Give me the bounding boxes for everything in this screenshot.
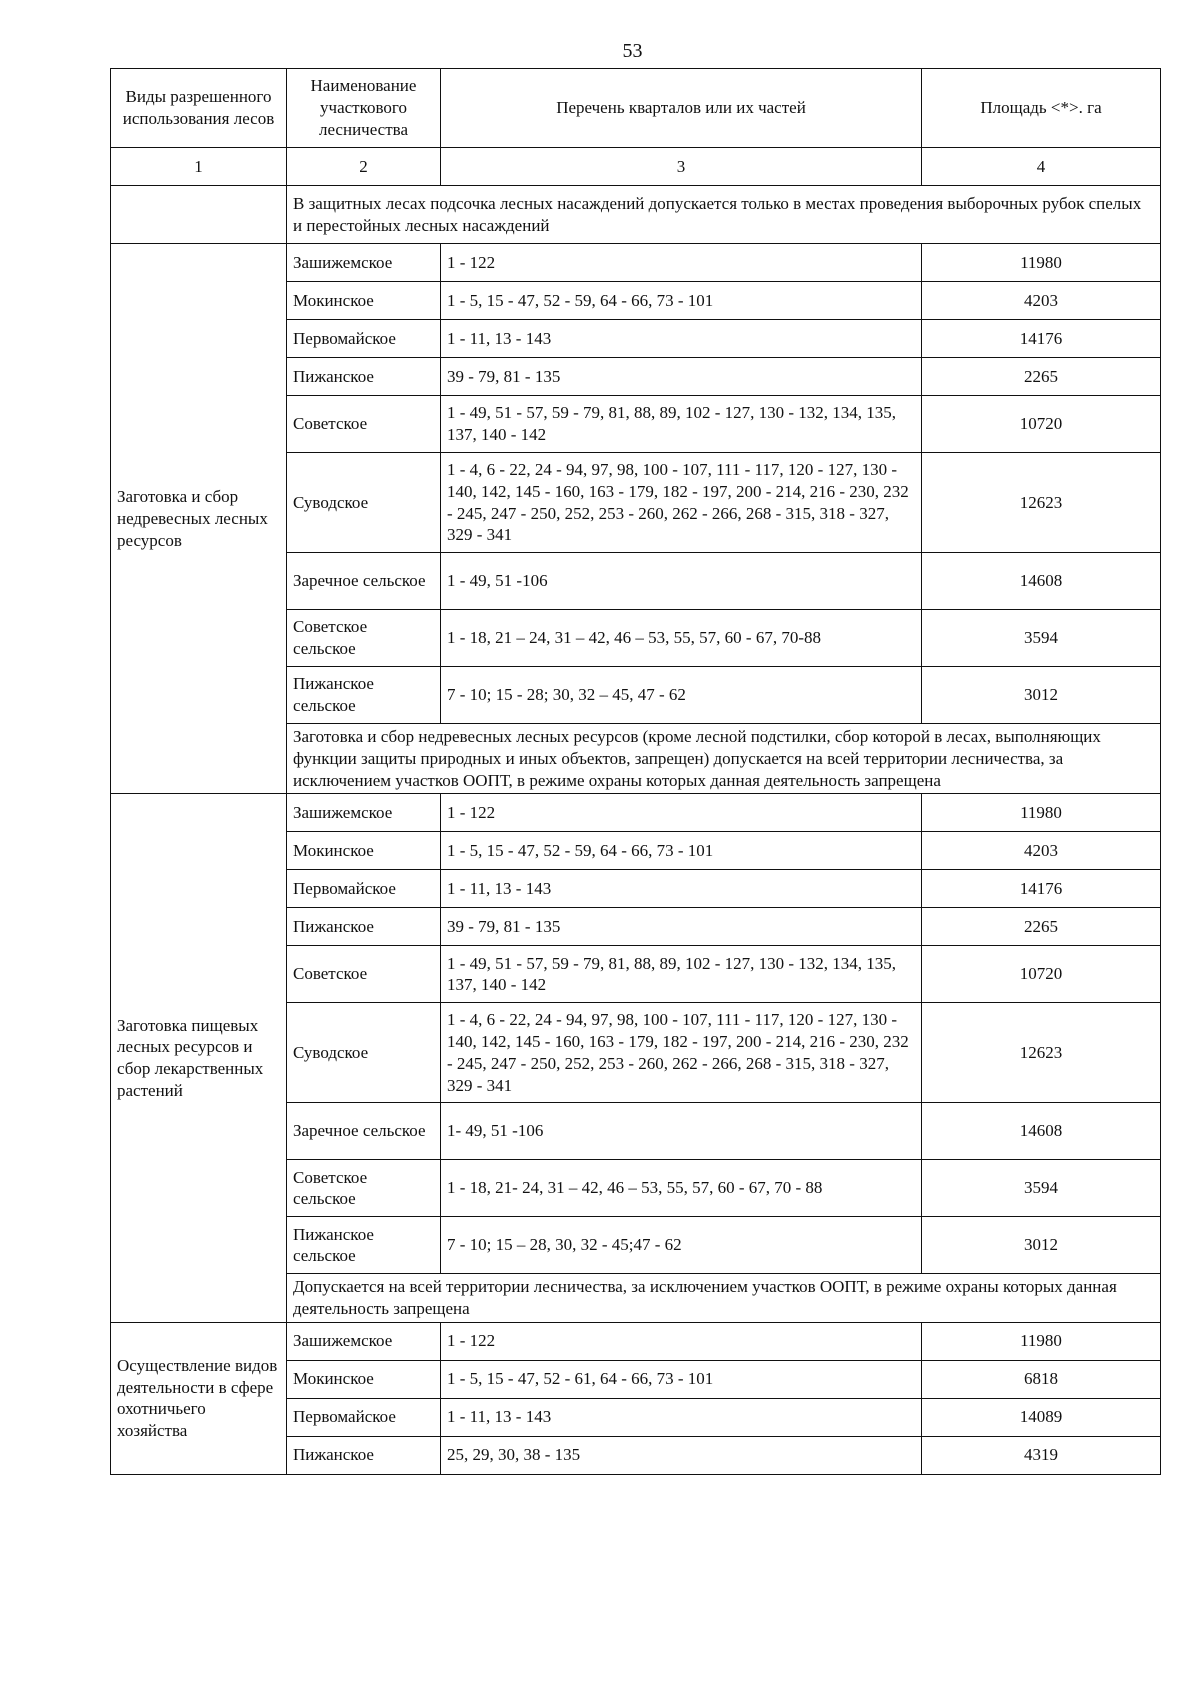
table-row (111, 1322, 1161, 1360)
quarters-cell: 1 - 122 (441, 244, 922, 282)
quarters-cell: 1- 49, 51 -106 (441, 1103, 922, 1160)
quarters-cell: 39 - 79, 81 - 135 (441, 908, 922, 946)
forestry-name-cell: Советское сельское (287, 610, 441, 667)
quarters-cell: 1 - 5, 15 - 47, 52 - 61, 64 - 66, 73 - 101 (441, 1360, 922, 1398)
quarters-cell: 1 - 18, 21 – 24, 31 – 42, 46 – 53, 55, 57, 60 - 67, 70-88 (441, 610, 922, 667)
forestry-name-cell: Первомайское (287, 870, 441, 908)
area-cell: 11980 (922, 244, 1161, 282)
use-kind-cell: Заготовка пищевых лесных ресурсов и сбор лекарственных растений (111, 794, 287, 1323)
forestry-name-cell: Советское (287, 946, 441, 1003)
area-cell: 3012 (922, 1217, 1161, 1274)
column-number-row (111, 148, 1161, 186)
quarters-cell: 25, 29, 30, 38 - 135 (441, 1436, 922, 1474)
forestry-name-cell: Пижанское сельское (287, 1217, 441, 1274)
forestry-name-cell: Заречное сельское (287, 1103, 441, 1160)
header-row (111, 69, 1161, 148)
area-cell: 14608 (922, 553, 1161, 610)
quarters-cell: 1 - 5, 15 - 47, 52 - 59, 64 - 66, 73 - 101 (441, 282, 922, 320)
forestry-name-cell: Зашижемское (287, 794, 441, 832)
quarters-cell: 1 - 11, 13 - 143 (441, 1398, 922, 1436)
note-text: Допускается на всей территории лесничества, за исключением участков ООПТ, в режиме охраны которых данная деятельность запрещена (287, 1274, 1161, 1323)
column-number: 3 (441, 148, 922, 186)
forestry-name-cell: Пижанское сельское (287, 667, 441, 724)
area-cell: 10720 (922, 396, 1161, 453)
area-cell: 11980 (922, 794, 1161, 832)
area-cell: 4203 (922, 832, 1161, 870)
table-row (111, 244, 1161, 282)
note-text: В защитных лесах подсочка лесных насаждений допускается только в местах проведения выборочных рубок спелых и перестойных лесных насаждений (287, 186, 1161, 244)
quarters-cell: 1 - 122 (441, 1322, 922, 1360)
header-forestry: Наименование участкового лесничества (287, 69, 441, 148)
area-cell: 3012 (922, 667, 1161, 724)
area-cell: 10720 (922, 946, 1161, 1003)
note-text: Заготовка и сбор недревесных лесных ресурсов (кроме лесной подстилки, сбор которой в лесах, выполняющих функции защиты природных и иных объектов, запрещен) допускается на всей территории лесничества, за исключением участков ООПТ, в режиме охраны которых данная деятельность запрещена (287, 724, 1161, 794)
forest-use-table (110, 68, 1161, 1475)
column-number: 4 (922, 148, 1161, 186)
area-cell: 12623 (922, 453, 1161, 553)
table-row (111, 794, 1161, 832)
forestry-name-cell: Мокинское (287, 1360, 441, 1398)
area-cell: 6818 (922, 1360, 1161, 1398)
forestry-name-cell: Пижанское (287, 908, 441, 946)
quarters-cell: 1 - 49, 51 - 57, 59 - 79, 81, 88, 89, 102 - 127, 130 - 132, 134, 135, 137, 140 - 142 (441, 946, 922, 1003)
area-cell: 14608 (922, 1103, 1161, 1160)
area-cell: 4319 (922, 1436, 1161, 1474)
forestry-name-cell: Зашижемское (287, 244, 441, 282)
use-kind-cell: Осуществление видов деятельности в сфере охотничьего хозяйства (111, 1322, 287, 1474)
forestry-name-cell: Первомайское (287, 1398, 441, 1436)
forestry-name-cell: Заречное сельское (287, 553, 441, 610)
use-kind-cell: Заготовка и сбор недревесных лесных ресурсов (111, 244, 287, 794)
forestry-name-cell: Советское сельское (287, 1160, 441, 1217)
page-number: 53 (622, 40, 643, 62)
forestry-name-cell: Мокинское (287, 832, 441, 870)
header-quarters: Перечень кварталов или их частей (441, 69, 922, 148)
area-cell: 14089 (922, 1398, 1161, 1436)
forestry-name-cell: Пижанское (287, 358, 441, 396)
forestry-name-cell: Мокинское (287, 282, 441, 320)
column-number: 1 (111, 148, 287, 186)
area-cell: 12623 (922, 1003, 1161, 1103)
quarters-cell: 1 - 11, 13 - 143 (441, 870, 922, 908)
area-cell: 3594 (922, 610, 1161, 667)
quarters-cell: 1 - 18, 21- 24, 31 – 42, 46 – 53, 55, 57, 60 - 67, 70 - 88 (441, 1160, 922, 1217)
area-cell: 4203 (922, 282, 1161, 320)
forestry-name-cell: Зашижемское (287, 1322, 441, 1360)
forestry-name-cell: Первомайское (287, 320, 441, 358)
header-area: Площадь <*>. га (922, 69, 1161, 148)
forestry-name-cell: Суводское (287, 453, 441, 553)
forestry-name-cell: Пижанское (287, 1436, 441, 1474)
quarters-cell: 1 - 49, 51 -106 (441, 553, 922, 610)
forestry-name-cell: Суводское (287, 1003, 441, 1103)
quarters-cell: 1 - 122 (441, 794, 922, 832)
quarters-cell: 1 - 4, 6 - 22, 24 - 94, 97, 98, 100 - 107, 111 - 117, 120 - 127, 130 - 140, 142, 145 - 160, 163 - 179, 182 - 197, 200 - 214, 216 - 230, 232 - 245, 247 - 250, 252, 253 - 260, 262 - 266, 268 - 315, 318 - 327, 329 - 341 (441, 453, 922, 553)
area-cell: 11980 (922, 1322, 1161, 1360)
area-cell: 14176 (922, 320, 1161, 358)
column-number: 2 (287, 148, 441, 186)
quarters-cell: 39 - 79, 81 - 135 (441, 358, 922, 396)
area-cell: 2265 (922, 908, 1161, 946)
quarters-cell: 1 - 5, 15 - 47, 52 - 59, 64 - 66, 73 - 101 (441, 832, 922, 870)
quarters-cell: 7 - 10; 15 - 28; 30, 32 – 45, 47 - 62 (441, 667, 922, 724)
quarters-cell: 1 - 4, 6 - 22, 24 - 94, 97, 98, 100 - 107, 111 - 117, 120 - 127, 130 - 140, 142, 145 - 160, 163 - 179, 182 - 197, 200 - 214, 216 - 230, 232 - 245, 247 - 250, 252, 253 - 260, 262 - 266, 268 - 315, 318 - 327, 329 - 341 (441, 1003, 922, 1103)
empty-cell (111, 186, 287, 244)
area-cell: 14176 (922, 870, 1161, 908)
quarters-cell: 1 - 49, 51 - 57, 59 - 79, 81, 88, 89, 102 - 127, 130 - 132, 134, 135, 137, 140 - 142 (441, 396, 922, 453)
quarters-cell: 1 - 11, 13 - 143 (441, 320, 922, 358)
area-cell: 2265 (922, 358, 1161, 396)
note-row (111, 186, 1161, 244)
forestry-name-cell: Советское (287, 396, 441, 453)
header-kind: Виды разрешенного использования лесов (111, 69, 287, 148)
area-cell: 3594 (922, 1160, 1161, 1217)
quarters-cell: 7 - 10; 15 – 28, 30, 32 - 45;47 - 62 (441, 1217, 922, 1274)
